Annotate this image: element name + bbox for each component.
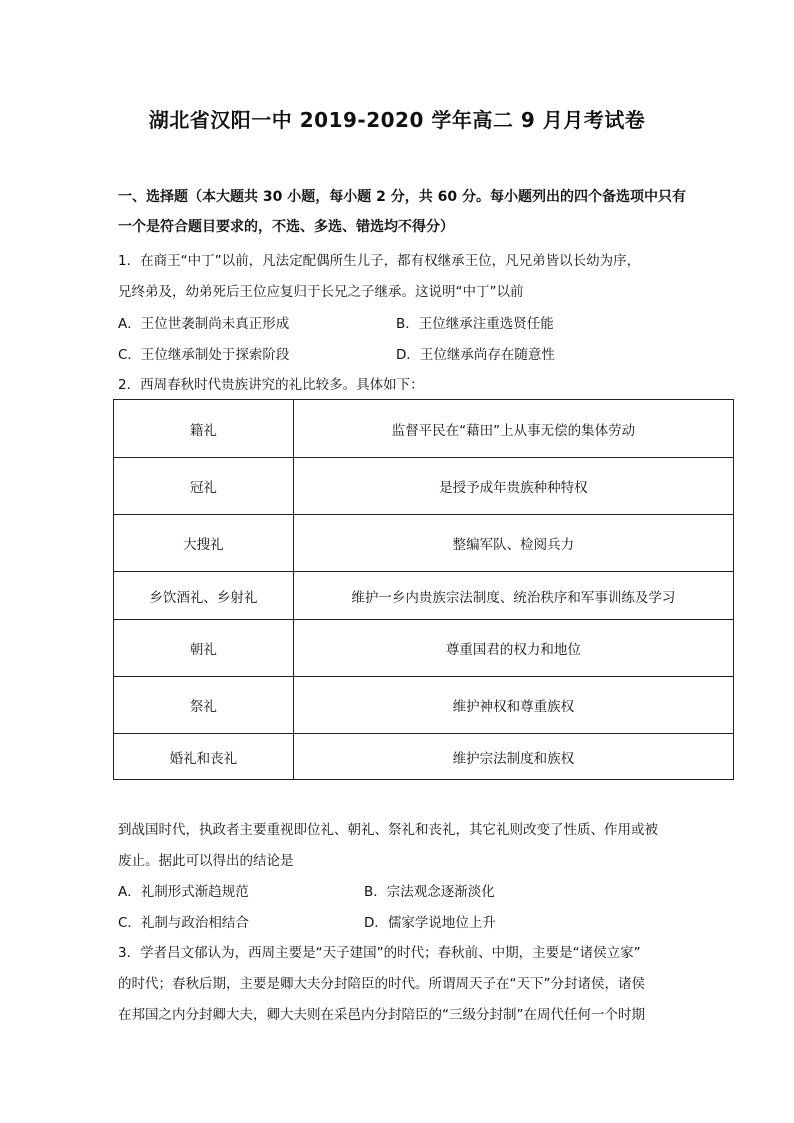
q1-option-b: B．王位继承注重选贤任能 [396, 316, 554, 332]
q2-option-a: A．礼制形式渐趋规范 [118, 884, 249, 900]
q2-stem: 2．西周春秋时代贵族讲究的礼比较多。具体如下： [118, 377, 424, 393]
table-row [114, 515, 734, 572]
rite-purpose-cell: 整编军队、检阅兵力 [293, 515, 733, 572]
table-row [114, 572, 734, 620]
table-row [114, 734, 734, 780]
page-title: 湖北省汉阳一中 2019-2020 学年高二 9 月月考试卷 [148, 108, 646, 132]
q1-option-a: A．王位世袭制尚未真正形成 [118, 316, 290, 332]
rite-purpose-cell: 维护神权和尊重族权 [293, 677, 733, 734]
section-header-line-1: 一、选择题（本大题共 30 小题，每小题 2 分，共 60 分。每小题列出的四个备选项中只有 [118, 189, 686, 205]
rite-name-cell: 祭礼 [114, 677, 294, 734]
table-row [114, 458, 734, 515]
table-row [114, 400, 734, 458]
q2-option-b: B．宗法观念逐渐淡化 [364, 884, 495, 900]
rite-purpose-cell: 维护宗法制度和族权 [293, 734, 733, 780]
q1-option-d: D．王位继承尚存在随意性 [396, 347, 555, 363]
q1-stem-line-1: 1．在商王“中丁”以前，凡法定配偶所生儿子，都有权继承王位，凡兄弟皆以长幼为序， [118, 253, 641, 269]
rite-name-cell: 冠礼 [114, 458, 294, 515]
rite-purpose-cell: 是授予成年贵族种种特权 [293, 458, 733, 515]
q2-option-c: C．礼制与政治相结合 [118, 915, 249, 931]
section-header-line-2: 一个是符合题目要求的，不选、多选、错选均不得分） [118, 219, 454, 235]
q3-line-1: 3．学者吕文郁认为，西周主要是“天子建国”的时代；春秋前、中期，主要是“诸侯立家” [118, 945, 641, 961]
rite-name-cell: 籍礼 [114, 400, 294, 458]
q2-after-line-2: 废止。据此可以得出的结论是 [118, 853, 294, 869]
q2-option-d: D．儒家学说地位上升 [364, 915, 496, 931]
rite-purpose-cell: 监督平民在“藉田”上从事无偿的集体劳动 [293, 400, 733, 458]
q1-option-c: C．王位继承制处于探索阶段 [118, 347, 290, 363]
rites-table [113, 399, 734, 780]
table-row [114, 677, 734, 734]
rite-name-cell: 大搜礼 [114, 515, 294, 572]
q1-stem-line-2: 兄终弟及，幼弟死后王位应复归于长兄之子继承。这说明“中丁”以前 [118, 284, 524, 300]
rite-name-cell: 婚礼和丧礼 [114, 734, 294, 780]
rite-name-cell: 乡饮酒礼、乡射礼 [114, 572, 294, 620]
q3-line-2: 的时代；春秋后期，主要是卿大夫分封陪臣的时代。所谓周天子在“天下”分封诸侯，诸侯 [118, 976, 645, 992]
rite-purpose-cell: 尊重国君的权力和地位 [293, 620, 733, 677]
rite-name-cell: 朝礼 [114, 620, 294, 677]
table-row [114, 620, 734, 677]
q2-after-line-1: 到战国时代，执政者主要重视即位礼、朝礼、祭礼和丧礼，其它礼则改变了性质、作用或被 [118, 822, 658, 838]
q3-line-3: 在邦国之内分封卿大夫，卿大夫则在采邑内分封陪臣的“三级分封制”在周代任何一个时期 [118, 1007, 645, 1023]
rite-purpose-cell: 维护一乡内贵族宗法制度、统治秩序和军事训练及学习 [293, 572, 733, 620]
